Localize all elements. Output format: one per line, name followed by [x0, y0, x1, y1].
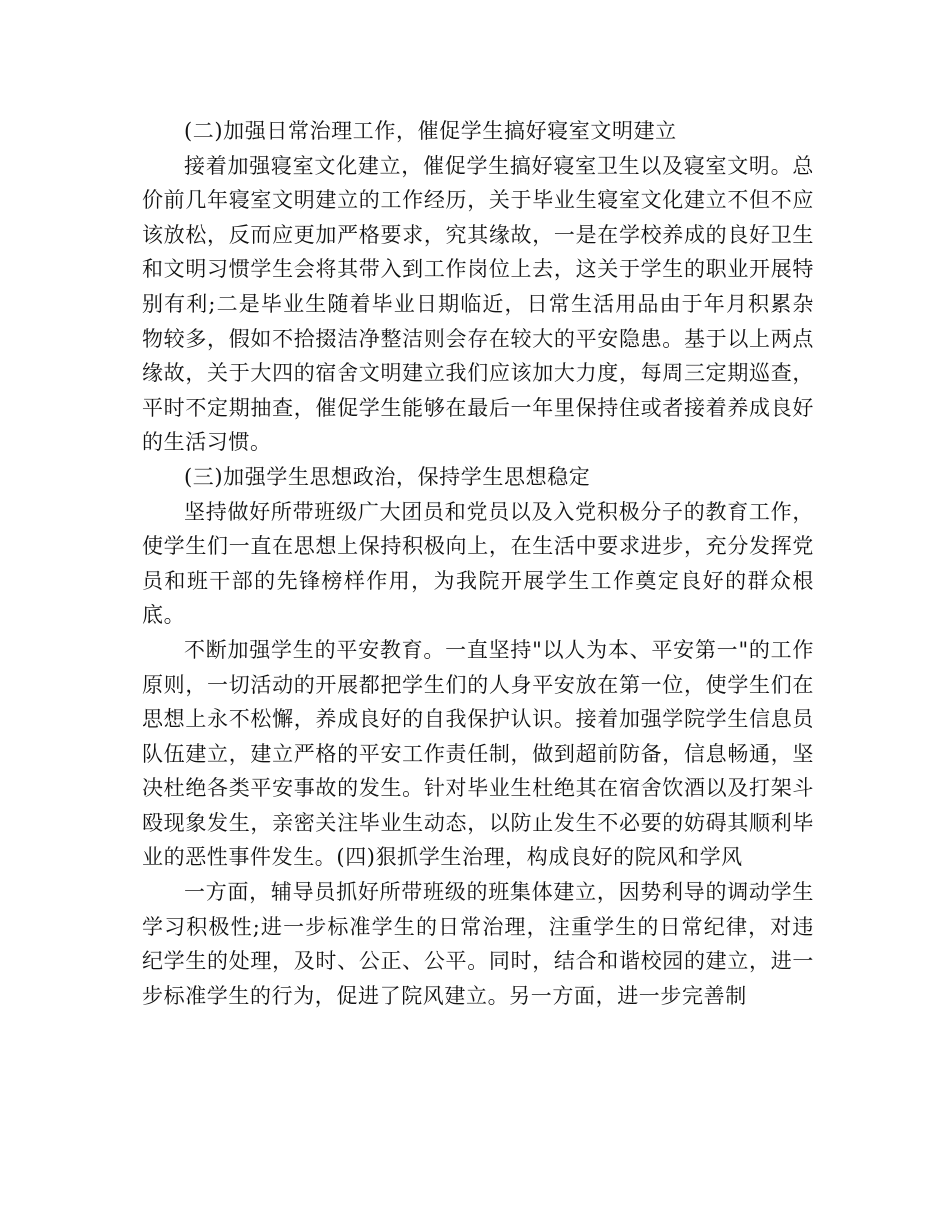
body-paragraph-dormitory: 接着加强寝室文化建立，催促学生搞好寝室卫生以及寝室文明。总价前几年寝室文明建立的工作经历，关于毕业生寝室文化建立不但不应该放松，反而应更加严格要求，究其缘故，一是在学校养成的良好卫生和文明习惯学生会将其带入到工作岗位上去，这关于学生的职业开展特别有利;二是毕业生随着毕业日期临近，日常生活用品由于年月积累杂物较多，假如不拾掇洁净整洁则会存在较大的平安隐患。基于以上两点缘故，关于大四的宿舍文明建立我们应该加大力度，每周三定期巡查，平时不定期抽查，催促学生能够在最后一年里保持住或者接着养成良好的生活习惯。: [142, 153, 814, 455]
body-paragraph-management: 一方面，辅导员抓好所带班级的班集体建立，因势利导的调动学生学习积极性;进一步标准学生的日常治理，注重学生的日常纪律，对违纪学生的处理，及时、公正、公平。同时，结合和谐校园的建立，进一步标准学生的行为，促进了院风建立。另一方面，进一步完善制: [142, 880, 814, 1008]
section-heading-2: (二)加强日常治理工作，催促学生搞好寝室文明建立: [184, 119, 677, 143]
body-paragraph-safety: 不断加强学生的平安教育。一直坚持"以人为本、平安第一"的工作原则，一切活动的开展都把学生们的人身平安放在第一位，使学生们在思想上永不松懈，养成良好的自我保护认识。接着加强学院学生信息员队伍建立，建立严格的平安工作责任制，做到超前防备，信息畅通，坚决杜绝各类平安事故的发生。针对毕业生杜绝其在宿舍饮酒以及打架斗殴现象发生，亲密关注毕业生动态，以防止发生不必要的妨碍其顺利毕业的恶性事件发生。(四)狠抓学生治理，构成良好的院风和学风: [142, 637, 814, 870]
section-heading-3: (三)加强学生思想政治，保持学生思想稳定: [184, 464, 591, 489]
body-paragraph-political: 坚持做好所带班级广大团员和党员以及入党积极分子的教育工作，使学生们一直在思想上保持积极向上，在生活中要求进步，充分发挥党员和班干部的先锋榜样作用，为我院开展学生工作奠定良好的群众根底。: [142, 499, 814, 628]
document-body: [142, 114, 814, 1013]
